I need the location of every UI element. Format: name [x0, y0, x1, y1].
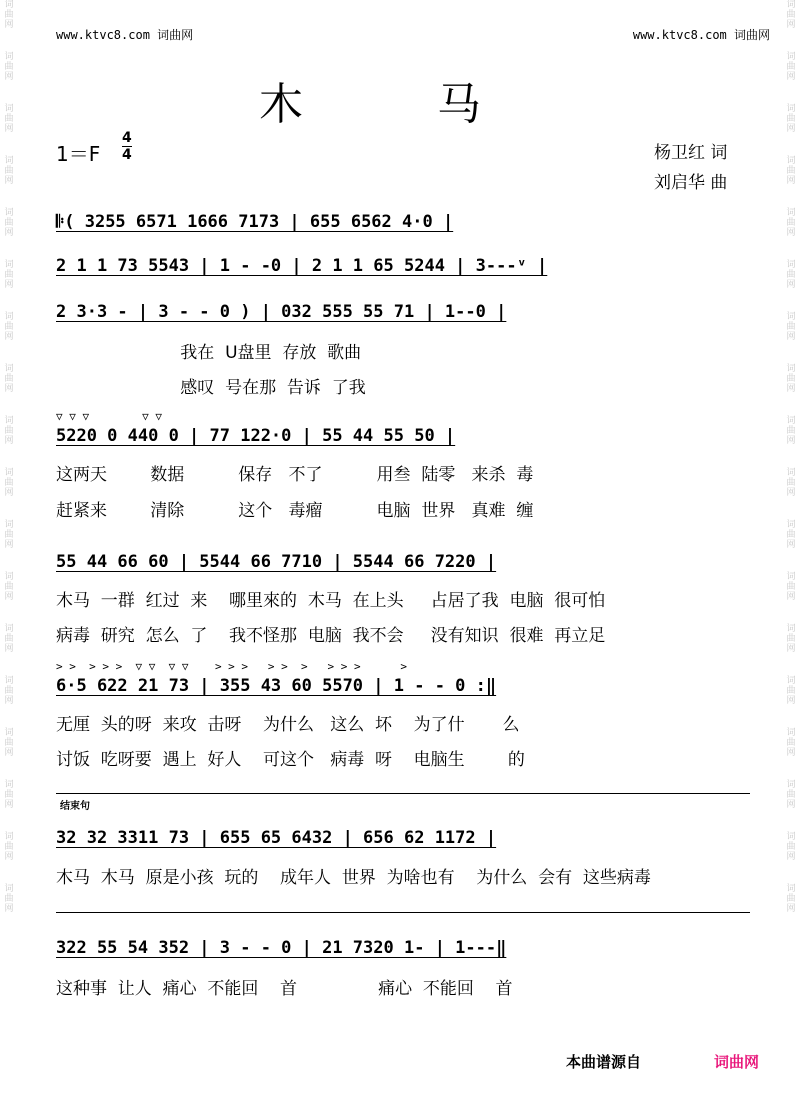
score-line-2: 2 1 1 73 5543 | 1 - -0 | 2 1 1 65 5244 | 3---ᵛ |: [56, 256, 548, 276]
site-url-right[interactable]: www.ktvc8.com 词曲网: [632, 28, 770, 42]
score-line-3: 2 3·3 - | 3 - - 0 ) | 032 555 55 71 | 1--0 |: [56, 302, 507, 322]
watermark-right: [784, 0, 798, 1100]
watermark-text: 词曲网: [786, 676, 796, 706]
ending-bracket: [56, 793, 750, 794]
site-url-left[interactable]: www.ktvc8.com 词曲网: [56, 28, 194, 42]
watermark-text: 词曲网: [786, 104, 796, 134]
key-signature: 1＝F: [56, 142, 101, 166]
watermark-text: 词曲网: [786, 520, 796, 550]
score-line-6: 6·5 622 21 73 | 355 43 60 5570 | 1 - - 0 :‖: [56, 676, 497, 696]
watermark-text: 词曲网: [786, 468, 796, 498]
watermark-text: 词曲网: [4, 624, 14, 654]
ending-label: 结束句: [60, 801, 90, 812]
watermark-text: 词曲网: [786, 364, 796, 394]
watermark-text: 词曲网: [4, 676, 14, 706]
watermark-text: 词曲网: [4, 728, 14, 758]
watermark-text: 词曲网: [786, 156, 796, 186]
composer-credit: 刘启华 曲: [654, 173, 728, 193]
watermark-text: 词曲网: [4, 156, 14, 186]
lyric-line-4b: 赶紧来 清除 这个 毒瘤 电脑 世界 真难 缠: [56, 501, 534, 521]
watermark-text: 词曲网: [4, 312, 14, 342]
time-signature-top: 4: [122, 130, 132, 146]
lyricist-credit: 杨卫红 词: [654, 143, 728, 163]
accent-marks-6: > > > > > ▽ ▽ ▽ ▽ > > > > > > > > > >: [56, 660, 407, 673]
watermark-text: 词曲网: [786, 0, 796, 30]
score-line-5: 55 44 66 60 | 5544 66 7710 | 5544 66 7220 |: [56, 552, 497, 572]
watermark-text: 词曲网: [786, 572, 796, 602]
watermark-text: 词曲网: [4, 468, 14, 498]
watermark-text: 词曲网: [4, 260, 14, 290]
watermark-text: 词曲网: [786, 416, 796, 446]
lyric-line-5b: 病毒 研究 怎么 了 我不怪那 电脑 我不会 没有知识 很难 再立足: [56, 626, 606, 646]
watermark-text: 词曲网: [786, 884, 796, 914]
watermark-text: 词曲网: [4, 52, 14, 82]
time-signature: [122, 130, 132, 163]
score-line-4: 5220 0 440 0 | 77 122·0 | 55 44 55 50 |: [56, 426, 456, 446]
watermark-text: 词曲网: [4, 520, 14, 550]
watermark-text: 词曲网: [786, 52, 796, 82]
lyric-line-6a: 无厘 头的呀 来攻 击呀 为什么 这么 坏 为了什 么: [56, 715, 520, 735]
score-line-7: 32 32 3311 73 | 655 65 6432 | 656 62 1172 |: [56, 828, 497, 848]
watermark-text: 词曲网: [786, 208, 796, 238]
lyric-line-4a: 这两天 数据 保存 不了 用叁 陆零 来杀 毒: [56, 465, 534, 485]
watermark-text: 词曲网: [4, 832, 14, 862]
watermark-text: 词曲网: [786, 312, 796, 342]
song-title: 木 马: [259, 79, 541, 130]
time-signature-bottom: 4: [122, 147, 132, 163]
accent-marks-4: ▽ ▽ ▽ ▽ ▽: [56, 410, 162, 423]
watermark-text: 词曲网: [4, 416, 14, 446]
watermark-text: 词曲网: [4, 208, 14, 238]
score-line-1: 𝄆( 3255 6571 1666 7173 | 655 6562 4·0 |: [56, 212, 454, 232]
watermark-text: 词曲网: [4, 884, 14, 914]
footer-source-text: 本曲谱源自: [566, 1053, 642, 1071]
footer-source-name[interactable]: 词曲网: [714, 1053, 760, 1071]
lyric-line-5a: 木马 一群 红过 来 哪里來的 木马 在上头 占居了我 电脑 很可怕: [56, 591, 606, 611]
lyric-line-8: 这种事 让人 痛心 不能回 首 痛心 不能回 首: [56, 979, 513, 999]
watermark-text: 词曲网: [4, 364, 14, 394]
score-line-8: 322 55 54 352 | 3 - - 0 | 21 7320 1- | 1---‖: [56, 938, 507, 958]
ending-bracket-2: [56, 912, 750, 913]
watermark-text: 词曲网: [786, 780, 796, 810]
watermark-text: 词曲网: [4, 780, 14, 810]
lyric-line-7: 木马 木马 原是小孩 玩的 成年人 世界 为啥也有 为什么 会有 这些病毒: [56, 868, 651, 888]
watermark-text: 词曲网: [4, 104, 14, 134]
watermark-text: 词曲网: [786, 832, 796, 862]
watermark-text: 词曲网: [4, 0, 14, 30]
lyric-line-3a: 我在 U盘里 存放 歌曲: [56, 343, 362, 363]
lyric-line-6b: 讨饭 吃呀要 遇上 好人 可这个 病毒 呀 电脑生 的: [56, 750, 525, 770]
watermark-text: 词曲网: [4, 572, 14, 602]
lyric-line-3b: 感叹 号在那 告诉 了我: [56, 378, 366, 398]
watermark-left: [2, 0, 16, 1100]
watermark-text: 词曲网: [786, 260, 796, 290]
watermark-text: 词曲网: [786, 728, 796, 758]
watermark-text: 词曲网: [786, 624, 796, 654]
